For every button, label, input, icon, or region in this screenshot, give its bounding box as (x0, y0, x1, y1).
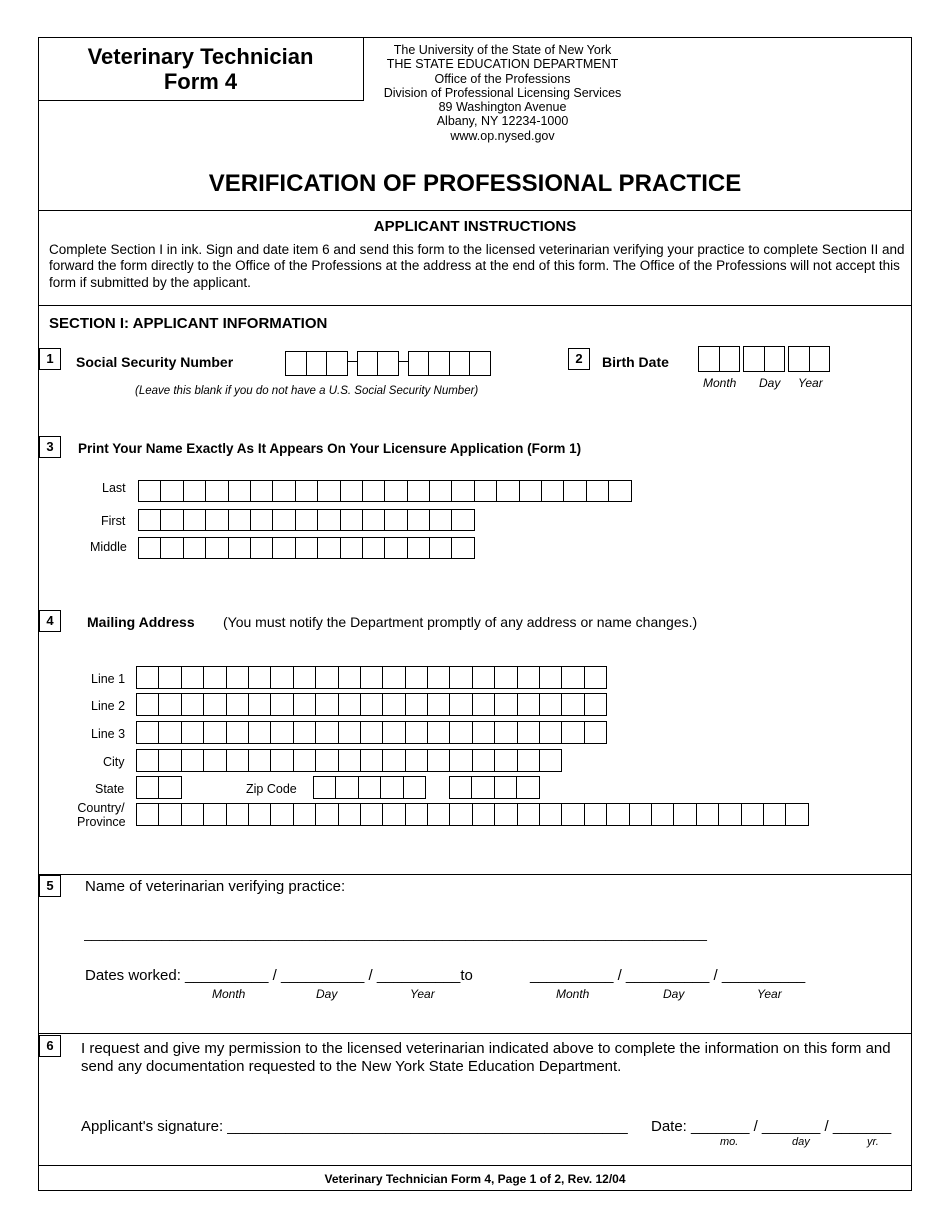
char-box[interactable] (541, 480, 564, 502)
char-box[interactable] (340, 480, 363, 502)
country-input[interactable] (136, 803, 809, 826)
char-box[interactable] (315, 721, 338, 744)
country-label-line2: Province (77, 815, 126, 829)
char-box[interactable] (338, 721, 361, 744)
char-box[interactable] (380, 776, 403, 799)
char-box[interactable] (158, 693, 181, 716)
page-footer: Veterinary Technician Form 4, Page 1 of 2, Rev. 12/04 (324, 1172, 626, 1186)
char-box[interactable] (136, 776, 159, 799)
char-box[interactable] (382, 721, 405, 744)
month-caption: Month (556, 987, 590, 1001)
char-box[interactable] (362, 509, 385, 531)
char-box[interactable] (449, 693, 472, 716)
char-box[interactable] (539, 693, 562, 716)
char-box[interactable] (360, 693, 383, 716)
char-box[interactable] (270, 803, 293, 826)
char-box[interactable] (203, 666, 226, 689)
ssn-input[interactable] (285, 351, 491, 376)
char-box[interactable] (384, 509, 407, 531)
char-box[interactable] (405, 803, 428, 826)
applicant-signature-field[interactable]: Applicant's signature: ________________________________________________ (81, 1118, 628, 1135)
form-title (38, 37, 364, 101)
char-box[interactable] (158, 803, 181, 826)
address-line: Office of the Professions (434, 71, 571, 86)
char-box[interactable] (362, 480, 385, 502)
item-number: 1 (39, 348, 61, 370)
char-box[interactable] (183, 480, 206, 502)
char-box[interactable] (382, 803, 405, 826)
char-box[interactable] (315, 666, 338, 689)
char-box[interactable] (181, 693, 204, 716)
char-box[interactable] (405, 721, 428, 744)
char-box[interactable] (183, 537, 206, 559)
zip-label: Zip Code (246, 782, 297, 796)
char-box[interactable] (494, 721, 517, 744)
char-box[interactable] (539, 721, 562, 744)
char-box[interactable] (160, 509, 183, 531)
instructions-heading: APPLICANT INSTRUCTIONS (373, 218, 577, 235)
first-name-label: First (101, 514, 126, 528)
dates-worked-end-field[interactable]: __________ / __________ / __________ (530, 967, 806, 984)
veterinarian-name-field[interactable]: ________________________________________________________________________________ (84, 925, 707, 941)
divider (38, 874, 912, 875)
divider (38, 1165, 912, 1166)
char-box[interactable] (763, 803, 786, 826)
char-box[interactable] (358, 776, 381, 799)
char-box[interactable] (382, 749, 405, 772)
item-number: 3 (39, 436, 61, 458)
char-box[interactable] (539, 666, 562, 689)
divider (38, 1033, 912, 1034)
char-box[interactable] (427, 749, 450, 772)
char-box[interactable] (407, 537, 430, 559)
char-box[interactable] (270, 666, 293, 689)
char-box[interactable] (494, 749, 517, 772)
char-box[interactable] (158, 666, 181, 689)
char-box[interactable] (250, 537, 273, 559)
char-box[interactable] (449, 666, 472, 689)
char-box[interactable] (203, 693, 226, 716)
month-caption: Month (703, 376, 737, 390)
char-box[interactable] (340, 537, 363, 559)
char-box[interactable] (427, 721, 450, 744)
char-box[interactable] (586, 480, 609, 502)
char-box[interactable] (203, 803, 226, 826)
char-box[interactable] (494, 666, 517, 689)
char-box[interactable] (181, 749, 204, 772)
middle-name-label: Middle (90, 540, 127, 554)
address-line: The University of the State of New York (393, 43, 612, 57)
day-caption: Day (663, 987, 685, 1001)
char-box[interactable] (136, 666, 159, 689)
char-box[interactable] (203, 721, 226, 744)
char-box[interactable] (407, 480, 430, 502)
zip-input[interactable] (313, 776, 426, 799)
char-box[interactable] (338, 749, 361, 772)
char-box[interactable] (382, 693, 405, 716)
char-box[interactable] (136, 749, 159, 772)
char-box[interactable] (317, 509, 340, 531)
char-box[interactable] (673, 803, 696, 826)
char-box[interactable] (584, 721, 607, 744)
char-box[interactable] (315, 749, 338, 772)
char-box[interactable] (539, 803, 562, 826)
veterinarian-name-label: Name of veterinarian verifying practice: (85, 878, 346, 895)
char-box[interactable] (539, 749, 562, 772)
ssn-label: Social Security Number (76, 354, 234, 370)
item-number: 6 (39, 1035, 61, 1057)
address-line: THE STATE EDUCATION DEPARTMENT (386, 57, 619, 72)
char-box[interactable] (517, 666, 540, 689)
char-box[interactable] (226, 803, 249, 826)
char-box[interactable] (226, 749, 249, 772)
char-box[interactable] (205, 537, 228, 559)
char-box[interactable] (472, 721, 495, 744)
city-label: City (103, 755, 125, 769)
ssn-note: (Leave this blank if you do not have a U.S. Social Security Number) (135, 385, 479, 397)
mailing-address-label: Mailing Address (87, 614, 195, 630)
char-box[interactable] (293, 693, 316, 716)
zip-extension-input[interactable] (449, 776, 540, 799)
char-box[interactable] (471, 776, 494, 799)
year-caption: Year (410, 987, 435, 1001)
year-caption: yr. (867, 1136, 879, 1148)
char-box[interactable] (315, 803, 338, 826)
year-caption: Year (757, 987, 782, 1001)
char-box[interactable] (228, 480, 251, 502)
char-box[interactable] (451, 537, 474, 559)
char-box[interactable] (606, 803, 629, 826)
country-label (77, 801, 125, 829)
char-box[interactable] (338, 666, 361, 689)
char-box[interactable] (384, 537, 407, 559)
char-box[interactable] (248, 803, 271, 826)
char-box[interactable] (517, 693, 540, 716)
signature-date-field[interactable]: Date: _______ / _______ / _______ (651, 1118, 892, 1135)
char-box[interactable] (429, 480, 452, 502)
birth-date-label: Birth Date (602, 354, 669, 370)
first-name-input[interactable] (138, 509, 475, 531)
country-label-line1: Country/ (77, 801, 125, 815)
char-box[interactable] (158, 749, 181, 772)
char-box[interactable] (226, 666, 249, 689)
department-address (370, 43, 635, 143)
char-box[interactable] (516, 776, 539, 799)
char-box[interactable] (629, 803, 652, 826)
char-box[interactable] (494, 776, 517, 799)
char-box[interactable] (181, 666, 204, 689)
char-box[interactable] (407, 509, 430, 531)
char-box[interactable] (427, 666, 450, 689)
char-box[interactable] (313, 776, 336, 799)
address-line1-input[interactable] (136, 666, 607, 689)
char-box[interactable] (272, 537, 295, 559)
day-caption: day (792, 1136, 810, 1148)
char-box[interactable] (561, 666, 584, 689)
char-box[interactable] (270, 749, 293, 772)
char-box[interactable] (138, 537, 161, 559)
char-box[interactable] (429, 537, 452, 559)
char-box[interactable] (270, 721, 293, 744)
char-box[interactable] (449, 721, 472, 744)
char-box[interactable] (226, 693, 249, 716)
char-box[interactable] (158, 776, 181, 799)
char-box[interactable] (472, 749, 495, 772)
char-box[interactable] (317, 480, 340, 502)
char-box[interactable] (517, 803, 540, 826)
instructions-body: Complete Section I in ink. Sign and date item 6 and send this form to the licensed veterinarian verifying your practice to complete Section II and forward the form directly to the Office of the Professions at the address at the end of this form. The Office of the Professions will not accept this form if submitted by the applicant. (49, 242, 905, 290)
char-box[interactable] (384, 480, 407, 502)
char-box[interactable] (608, 480, 631, 502)
address-line1-label: Line 1 (91, 672, 126, 686)
char-box[interactable] (563, 480, 586, 502)
permission-statement: I request and give my permission to the licensed veterinarian indicated above to complete the information on this form and send any documentation requested to the New York State Education Department. (81, 1040, 891, 1075)
address-line2-label: Line 2 (91, 699, 126, 713)
char-box[interactable] (138, 509, 161, 531)
char-box[interactable] (561, 721, 584, 744)
section-heading: SECTION I: APPLICANT INFORMATION (49, 315, 328, 332)
char-box[interactable] (584, 693, 607, 716)
char-box[interactable] (295, 509, 318, 531)
char-box[interactable] (494, 803, 517, 826)
char-box[interactable] (248, 721, 271, 744)
page-title: VERIFICATION OF PROFESSIONAL PRACTICE (208, 170, 742, 197)
dates-worked-start-field[interactable]: Dates worked: __________ / __________ / __________to (85, 967, 473, 984)
char-box[interactable] (429, 509, 452, 531)
char-box[interactable] (160, 537, 183, 559)
char-box[interactable] (360, 803, 383, 826)
char-box[interactable] (496, 480, 519, 502)
char-box[interactable] (248, 666, 271, 689)
char-box[interactable] (228, 509, 251, 531)
char-box[interactable] (160, 480, 183, 502)
address-line3-input[interactable] (136, 721, 607, 744)
char-box[interactable] (293, 666, 316, 689)
char-box[interactable] (335, 776, 358, 799)
char-box[interactable] (203, 749, 226, 772)
char-box[interactable] (136, 721, 159, 744)
website-link[interactable]: www.op.nysed.gov (450, 128, 555, 143)
char-box[interactable] (158, 721, 181, 744)
char-box[interactable] (561, 693, 584, 716)
day-caption: Day (759, 376, 781, 390)
month-caption: Month (212, 987, 246, 1001)
birth-date-input[interactable] (698, 346, 830, 372)
char-box[interactable] (451, 480, 474, 502)
char-box[interactable] (338, 803, 361, 826)
middle-name-input[interactable] (138, 537, 475, 559)
item-number: 2 (568, 348, 590, 370)
char-box[interactable] (228, 537, 251, 559)
char-box[interactable] (181, 721, 204, 744)
char-box[interactable] (651, 803, 674, 826)
char-box[interactable] (427, 693, 450, 716)
char-box[interactable] (270, 693, 293, 716)
char-box[interactable] (250, 509, 273, 531)
char-box[interactable] (205, 509, 228, 531)
char-box[interactable] (181, 803, 204, 826)
char-box[interactable] (584, 803, 607, 826)
char-box[interactable] (403, 776, 426, 799)
address-line: Albany, NY 12234-1000 (436, 114, 569, 129)
char-box[interactable] (696, 803, 719, 826)
char-box[interactable] (472, 666, 495, 689)
char-box[interactable] (248, 693, 271, 716)
state-label: State (95, 782, 125, 796)
form-title-line1: Veterinary Technician (87, 44, 314, 69)
char-box[interactable] (451, 509, 474, 531)
char-box[interactable] (382, 666, 405, 689)
mailing-address-note: (You must notify the Department promptly of any address or name changes.) (223, 614, 698, 630)
char-box[interactable] (338, 693, 361, 716)
char-box[interactable] (317, 537, 340, 559)
char-box[interactable] (517, 721, 540, 744)
char-box[interactable] (138, 480, 161, 502)
address-line: Division of Professional Licensing Services (383, 85, 622, 100)
form-title-line2: Form 4 (163, 69, 238, 94)
last-name-label: Last (102, 481, 126, 495)
item-number: 5 (39, 875, 61, 897)
char-box[interactable] (561, 803, 584, 826)
last-name-input[interactable] (138, 480, 632, 502)
char-box[interactable] (136, 803, 159, 826)
char-box[interactable] (472, 693, 495, 716)
char-box[interactable] (295, 537, 318, 559)
char-box[interactable] (405, 666, 428, 689)
month-caption: mo. (720, 1136, 739, 1148)
char-box[interactable] (250, 480, 273, 502)
address-line3-label: Line 3 (91, 727, 126, 741)
name-heading: Print Your Name Exactly As It Appears On Your Licensure Application (Form 1) (78, 441, 582, 456)
char-box[interactable] (427, 803, 450, 826)
char-box[interactable] (405, 749, 428, 772)
address-line2-input[interactable] (136, 693, 607, 716)
state-input[interactable] (136, 776, 182, 799)
char-box[interactable] (272, 480, 295, 502)
char-box[interactable] (494, 693, 517, 716)
char-box[interactable] (205, 480, 228, 502)
char-box[interactable] (293, 803, 316, 826)
char-box[interactable] (718, 803, 741, 826)
item-number: 4 (39, 610, 61, 632)
char-box[interactable] (360, 749, 383, 772)
char-box[interactable] (340, 509, 363, 531)
char-box[interactable] (474, 480, 497, 502)
char-box[interactable] (183, 509, 206, 531)
char-box[interactable] (293, 721, 316, 744)
char-box[interactable] (226, 721, 249, 744)
char-box[interactable] (517, 749, 540, 772)
divider (38, 210, 912, 211)
char-box[interactable] (449, 776, 472, 799)
char-box[interactable] (362, 537, 385, 559)
char-box[interactable] (315, 693, 338, 716)
char-box[interactable] (785, 803, 808, 826)
day-caption: Day (316, 987, 338, 1001)
char-box[interactable] (360, 666, 383, 689)
char-box[interactable] (519, 480, 542, 502)
city-input[interactable] (136, 749, 562, 772)
year-caption: Year (798, 376, 823, 390)
char-box[interactable] (584, 666, 607, 689)
char-box[interactable] (741, 803, 764, 826)
divider (38, 305, 912, 306)
char-box[interactable] (472, 803, 495, 826)
char-box[interactable] (272, 509, 295, 531)
char-box[interactable] (248, 749, 271, 772)
char-box[interactable] (449, 803, 472, 826)
address-line: 89 Washington Avenue (438, 100, 567, 115)
char-box[interactable] (360, 721, 383, 744)
char-box[interactable] (136, 693, 159, 716)
char-box[interactable] (405, 693, 428, 716)
char-box[interactable] (449, 749, 472, 772)
char-box[interactable] (293, 749, 316, 772)
char-box[interactable] (295, 480, 318, 502)
